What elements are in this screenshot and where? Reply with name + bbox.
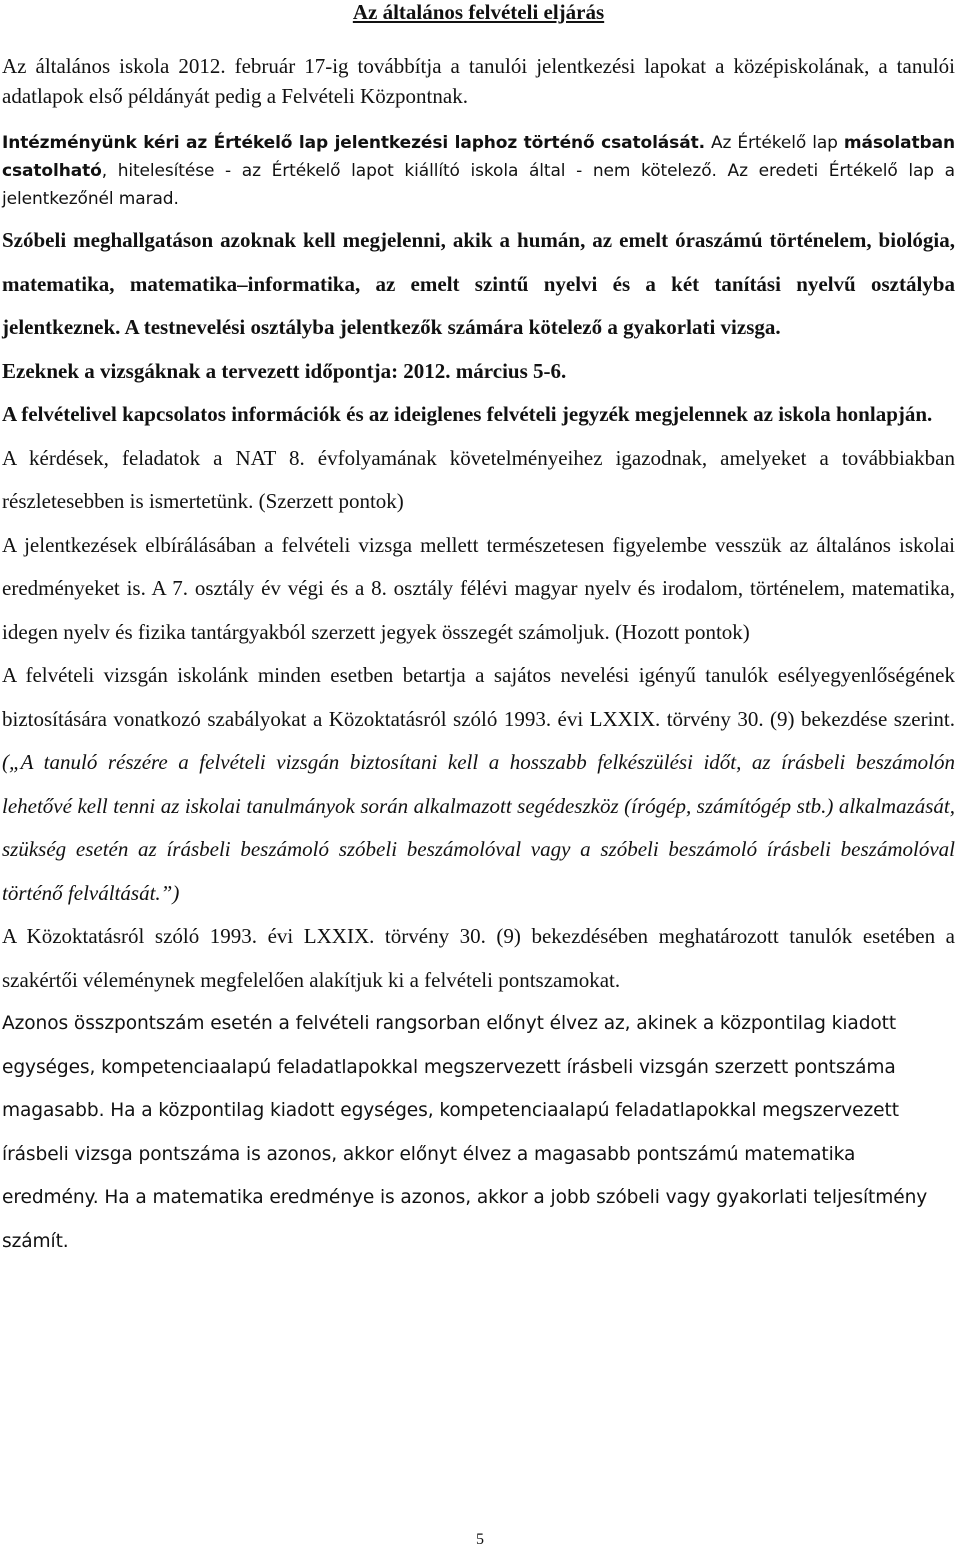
ranking-paragraph: Azonos összpontszám esetén a felvételi rangsorban előnyt élvez az, akinek a központilag kiadott egységes, kompetenciaalapú feladatlapokkal megszervezett írásbeli vizsgán szerzett pontszáma magasabb. Ha a központilag kiadott egységes, kompetenciaalapú feladatlapokkal megszervezett írásbeli vizsga pontszáma is azonos, akkor előnyt élvez a magasabb pontszámú matematika eredmény. Ha a matematika eredménye is azonos, akkor a jobb szóbeli vagy gyakorlati teljesítmény számít. — [2, 1013, 928, 1252]
questions-paragraph: A kérdések, feladatok a NAT 8. évfolyamának követelményeihez igazodnak, amelyeket a továbbiakban részletesebben is ismertetünk. (Szerzett pontok) — [2, 445, 955, 513]
evaluation-copy-text: másolatban csatolható — [2, 133, 955, 181]
evaluation-request-text: Intézményünk kéri az Értékelő lap jelentkezési laphoz történő csatolását. — [2, 133, 705, 153]
special-needs-paragraph — [2, 654, 955, 915]
assessment-paragraph: A jelentkezések elbírálásában a felvételi vizsga mellett természetesen figyelembe vesszük az általános iskolai eredményeket is. A 7. osztály év végi és a 8. osztály félévi magyar nyelv és irodalom, történelem, matematika, idegen nyelv és fizika tantárgyakból szerzett jegyek összegét számoljuk. (Hozott pontok) — [2, 532, 955, 644]
evaluation-lead-text: Az Értékelő lap — [704, 133, 844, 153]
special-needs-text: A felvételi vizsgán iskolánk minden esetben betartja a sajátos nevelési igényű tanulók esélyegyenlőségének biztosítására vonatkozó szabályokat a Közoktatásról szóló 1993. évi LXXIX. törvény 30. (9) bekezdése szerint. — [2, 663, 955, 731]
info-paragraph: A felvételivel kapcsolatos információk és az ideiglenes felvételi jegyzék megjelennek az iskola honlapján. — [2, 402, 933, 426]
oral-exam-paragraph: Szóbeli meghallgatáson azoknak kell megjelenni, akik a humán, az emelt óraszámú történelem, biológia, matematika, matematika–informatika, az emelt szintű nyelvi és a két tanítási nyelvű osztályba jelentkeznek. A testnevelési osztályba jelentkezők számára kötelező a gyakorlati vizsga. — [2, 228, 955, 339]
evaluation-rest-text: , hitelesítése - az Értékelő lapot kiállító iskola által - nem kötelező. Az eredeti Értékelő lap a jelentkezőnél marad. — [2, 161, 955, 209]
intro-paragraph: Az általános iskola 2012. február 17-ig továbbítja a tanulói jelentkezési lapokat a középiskolának, a tanulói adatlapok első példányát pedig a Felvételi Központnak. — [2, 54, 955, 108]
expert-opinion-paragraph: A Közoktatásról szóló 1993. évi LXXIX. törvény 30. (9) bekezdésében meghatározott tanulók esetében a szakértői véleménynek megfelelően alakítjuk ki a felvételi pontszamokat. — [2, 924, 955, 992]
document-body — [2, 219, 955, 1263]
evaluation-sheet-paragraph — [2, 129, 955, 213]
special-needs-quote: („A tanuló részére a felvételi vizsgán biztosítani kell a hosszabb felkészülési időt, az írásbeli beszámolón lehetővé kell tenni az iskolai tanulmányok során alkalmazott segédeszköz (írógép, számítógép stb.) alkalmazását, szükség esetén az írásbeli beszámoló szóbeli beszámolóval vagy a szóbeli beszámoló írásbeli beszámolóval történő felváltását.”) — [2, 750, 955, 905]
exam-dates-paragraph: Ezeknek a vizsgáknak a tervezett időpontja: 2012. március 5-6. — [2, 358, 567, 383]
document-title: Az általános felvételi eljárás — [352, 0, 605, 24]
page-number: 5 — [476, 1531, 484, 1548]
